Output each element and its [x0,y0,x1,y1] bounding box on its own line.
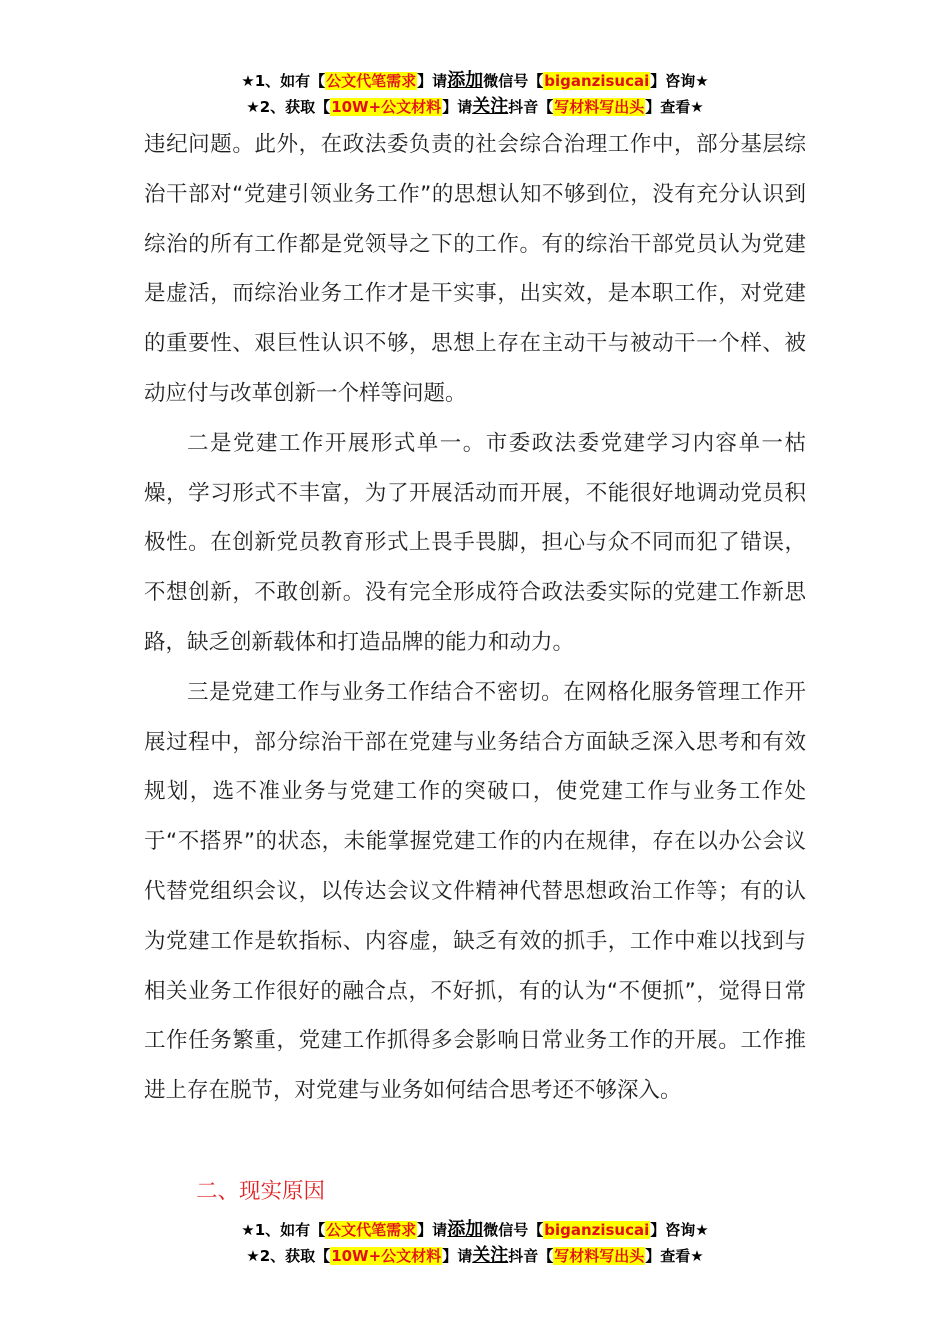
paragraph: 三是党建工作与业务工作结合不密切。在网格化服务管理工作开展过程中，部分综治干部在党建与业务结合方面缺乏深入思考和有效规划，选不准业务与党建工作的突破口，使党建工作与业务工作处于“不搭界”的状态，未能掌握党建工作的内在规律，存在以办公会议代替党组织会议，以传达会议文件精神代替思想政治工作等；有的认为党建工作是软指标、内容虚，缺乏有效的抓手，工作中难以找到与相关业务工作很好的融合点，不好抓，有的认为“不便抓”，觉得日常工作任务繁重，党建工作抓得多会影响日常业务工作的开展。工作推进上存在脱节，对党建与业务如何结合思考还不够深入。 [144,679,806,1104]
banner-text: 】咨询★ [650,72,709,90]
banner-highlight: biganzisucai [544,72,650,90]
banner-text: 】查看★ [645,98,704,116]
banner-text: 】请 [442,98,473,116]
banner-highlight: 写材料写出头 [554,98,645,116]
banner-highlight: 10W+公文材料 [331,98,442,116]
banner-emphasis: 关注 [472,96,509,117]
banner-text: ★2、获取【 [246,98,331,116]
banner-text: ★2、获取【 [246,1247,331,1265]
banner-highlight: 10W+公文材料 [331,1247,442,1265]
banner-text: 微信号【 [483,72,544,90]
banner-line-1 [0,68,950,94]
paragraph: 二是党建工作开展形式单一。市委政法委党建学习内容单一枯燥，学习形式不丰富，为了开展活动而开展，不能很好地调动党员积极性。在创新党员教育形式上畏手畏脚，担心与众不同而犯了错误，不想创新，不敢创新。没有完全形成符合政法委实际的党建工作新思路，缺乏创新载体和打造品牌的能力和动力。 [144,430,806,655]
document-body [144,120,806,1116]
banner-text: 微信号【 [483,1221,544,1239]
header-banner [0,68,950,120]
banner-text: 】请 [442,1247,473,1265]
banner-text: 】请 [417,72,448,90]
footer-banner [0,1217,950,1269]
banner-highlight: 写材料写出头 [554,1247,645,1265]
banner-highlight: 公文代笔需求 [326,1221,417,1239]
paragraph-continuation: 违纪问题。此外，在政法委负责的社会综合治理工作中，部分基层综治干部对“党建引领业务工作”的思想认知不够到位，没有充分认识到综治的所有工作都是党领导之下的工作。有的综治干部党员认为党建是虚活，而综治业务工作才是干实事，出实效，是本职工作，对党建的重要性、艰巨性认识不够，思想上存在主动干与被动干一个样、被动应付与改革创新一个样等问题。 [144,132,806,406]
banner-line-2 [0,94,950,120]
banner-emphasis: 关注 [472,1245,509,1266]
banner-text: 】请 [417,1221,448,1239]
banner-text: 】查看★ [645,1247,704,1265]
banner-emphasis: 添加 [447,1219,484,1240]
banner-text: ★1、如有【 [241,1221,326,1239]
banner-line-1 [0,1217,950,1243]
banner-text: 抖音【 [508,98,554,116]
banner-line-2 [0,1243,950,1269]
section-heading: 二、现实原因 [196,1179,326,1204]
banner-text: ★1、如有【 [241,72,326,90]
banner-text: 抖音【 [508,1247,554,1265]
banner-highlight: 公文代笔需求 [326,72,417,90]
banner-text: 】咨询★ [650,1221,709,1239]
banner-highlight: biganzisucai [544,1221,650,1239]
banner-emphasis: 添加 [447,70,484,91]
